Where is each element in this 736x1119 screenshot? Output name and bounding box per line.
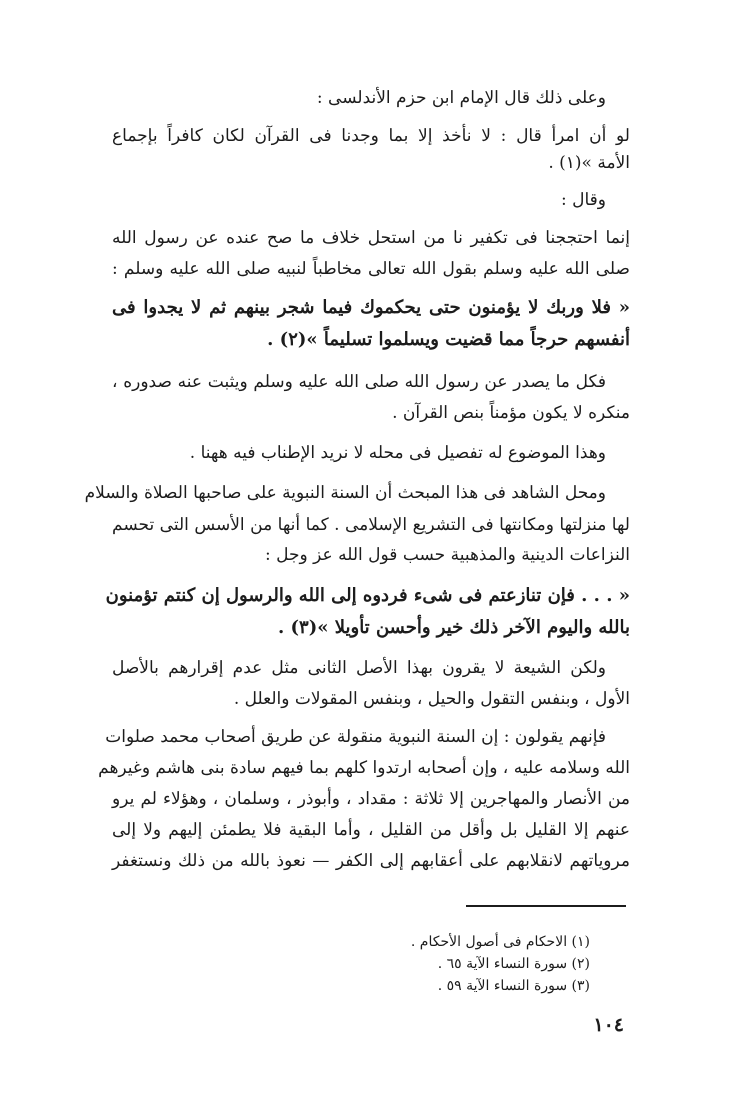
text-line: وهذا الموضوع له تفصيل فى محله لا نريد الإطناب فيه ههنا . [189, 443, 606, 463]
text-line: النزاعات الدينية والمذهبية حسب قول الله عز وجل : [265, 545, 630, 565]
text-line: ولكن الشيعة لا يقرون بهذا الأصل الثانى مثل عدم إقرارهم بالأصل [112, 658, 606, 678]
text-line: مروياتهم لانقلابهم على أعقابهم إلى الكفر — نعوذ بالله من ذلك ونستغفر [112, 851, 630, 871]
text-line: لو أن امرأ قال : لا نأخذ إلا بما وجدنا فى القرآن لكان كافراً بإجماع [112, 126, 630, 146]
text-line: وقال : [561, 190, 606, 210]
text-line: منكره لا يكون مؤمناً بنص القرآن . [392, 403, 630, 423]
text-line: الأمة »(١) . [548, 153, 630, 173]
footnote: (٣) سورة النساء الآية ٥٩ . [437, 978, 590, 994]
text-line: لها منزلتها ومكانتها فى التشريع الإسلامى . كما أنها من الأسس التى تحسم [112, 515, 630, 535]
text-line: فكل ما يصدر عن رسول الله صلى الله عليه وسلم ويثبت عنه صدوره ، [112, 372, 606, 392]
text-line: وعلى ذلك قال الإمام ابن حزم الأندلسى : [316, 88, 606, 108]
text-line: صلى الله عليه وسلم بقول الله تعالى مخاطباً لنبيه صلى الله عليه وسلم : [112, 259, 630, 279]
text-line: من الأنصار والمهاجرين إلا ثلاثة : مقداد ، وأبوذر ، وسلمان ، وهؤلاء لم يرو [112, 789, 630, 809]
quran-quote-line: بالله واليوم الآخر ذلك خير وأحسن تأويلا »(٣) . [277, 617, 630, 638]
quran-quote-line: « . . . فإن تنازعتم فى شىء فردوه إلى الله والرسول إن كنتم تؤمنون [105, 585, 630, 606]
footnote: (١) الاحكام فى أصول الأحكام . [410, 934, 590, 950]
text-line: الله وسلامه عليه ، وإن أصحابه ارتدوا كلهم بما فيهم سادة بنى هاشم وغيرهم [98, 758, 630, 778]
quran-quote-line: « فلا وربك لا يؤمنون حتى يحكموك فيما شجر بينهم ثم لا يجدوا فى [112, 297, 630, 318]
text-line: ومحل الشاهد فى هذا المبحث أن السنة النبوية على صاحبها الصلاة والسلام [84, 483, 606, 503]
footnote-divider [466, 905, 626, 907]
text-line: الأول ، وبنفس التقول والحيل ، وبنفس المقولات والعلل . [233, 689, 630, 709]
text-line: فإنهم يقولون : إن السنة النبوية منقولة عن طريق أصحاب محمد صلوات [105, 727, 606, 747]
page-number: ١٠٤ [593, 1014, 624, 1036]
footnote: (٢) سورة النساء الآية ٦٥ . [437, 956, 590, 972]
quran-quote-line: أنفسهم حرجاً مما قضيت ويسلموا تسليماً »(٢) . [267, 329, 630, 350]
text-line: إنما احتججنا فى تكفير نا من استحل خلاف ما صح عنده عن رسول الله [112, 228, 630, 248]
text-line: عنهم إلا القليل بل وأقل من القليل ، وأما البقية فلا يطمئن إليهم ولا إلى [112, 820, 630, 840]
